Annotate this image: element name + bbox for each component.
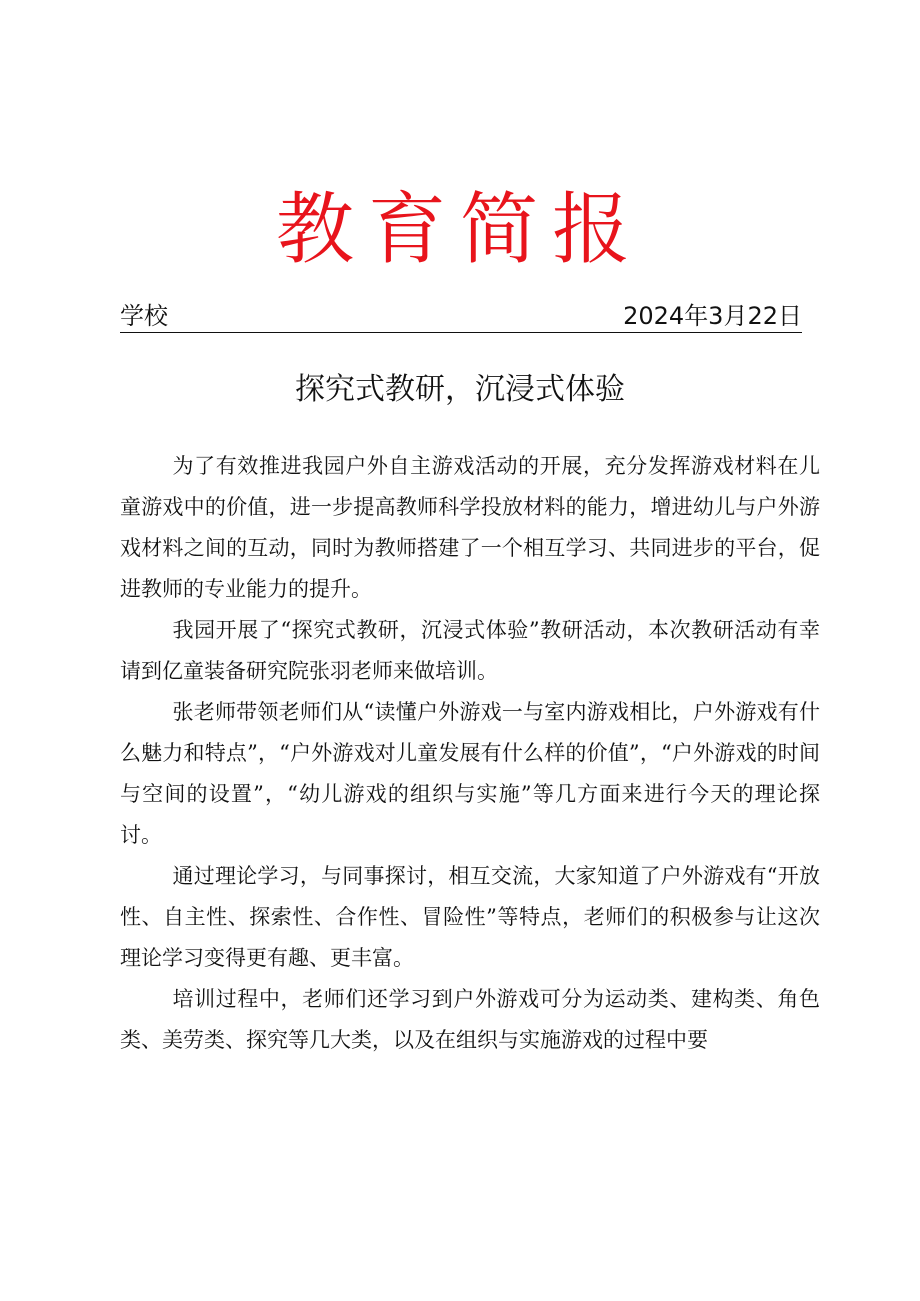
issue-date: 2024年3月22日	[623, 302, 802, 330]
paragraph: 我园开展了“探究式教研，沉浸式体验”教研活动，本次教研活动有幸请到亿童装备研究院张羽老师来做培训。	[120, 618, 820, 683]
masthead-title: 教育简报	[275, 185, 644, 275]
article-body	[120, 446, 820, 1061]
meta-row	[120, 300, 802, 333]
school-label: 学校	[120, 302, 168, 330]
paragraph: 张老师带领老师们从“读懂户外游戏一与室内游戏相比，户外游戏有什么魅力和特点”，“户外游戏对儿童发展有什么样的价值”，“户外游戏的时间与空间的设置”，“幼儿游戏的组织与实施”等几方面来进行今天的理论探讨。	[120, 700, 820, 847]
paragraph: 通过理论学习，与同事探讨，相互交流，大家知道了户外游戏有“开放性、自主性、探索性、合作性、冒险性”等特点，老师们的积极参与让这次理论学习变得更有趣、更丰富。	[120, 864, 820, 970]
article-headline: 探究式教研，沉浸式体验	[295, 372, 625, 407]
paragraph: 培训过程中，老师们还学习到户外游戏可分为运动类、建构类、角色类、美劳类、探究等几大类，以及在组织与实施游戏的过程中要	[120, 987, 820, 1052]
paragraph: 为了有效推进我园户外自主游戏活动的开展，充分发挥游戏材料在儿童游戏中的价值，进一步提高教师科学投放材料的能力，增进幼儿与户外游戏材料之间的互动，同时为教师搭建了一个相互学习、共同进步的平台，促进教师的专业能力的提升。	[120, 454, 820, 601]
